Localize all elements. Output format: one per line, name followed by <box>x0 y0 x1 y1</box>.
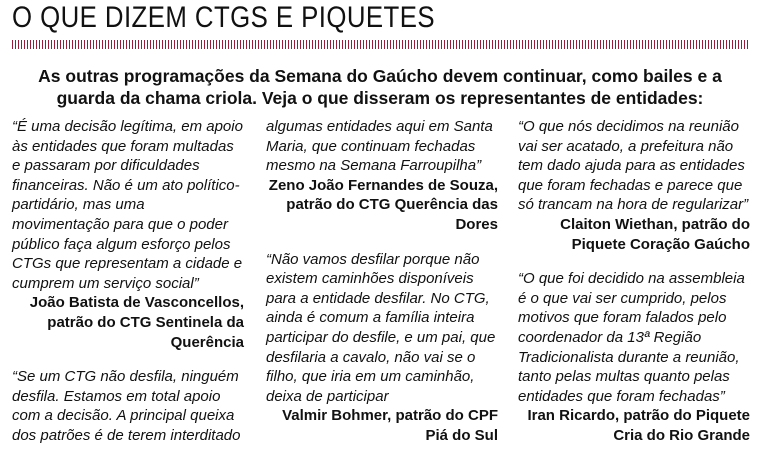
quote-attribution: Valmir Bohmer, patrão do CPF Piá do Sul <box>282 407 498 444</box>
quote-text: algumas entidades aqui em Santa Maria, que continuam fechadas mesmo na Semana Farroupilha” <box>266 118 493 175</box>
quote-entry <box>518 117 750 254</box>
quote-text: “O que foi decidido na assembleia é o que vai ser cumprido, pelos motivos que foram falados pelo coordenador da 13ª Região Tradicionalista durante a reunião, tanto pelas multas quanto pelas entidades que foram fechadas” <box>518 270 745 405</box>
quote-entry <box>518 269 750 445</box>
column-2 <box>266 117 498 461</box>
quote-entry <box>266 250 498 446</box>
quote-attribution: Iran Ricardo, patrão do Piquete Cria do Rio Grande <box>527 407 750 444</box>
quote-attribution: João Batista de Vasconcellos, patrão do CTG Sentinela da Querência <box>29 294 244 351</box>
quote-attribution: Zeno João Fernandes de Souza, patrão do CTG Querência das Dores <box>268 176 498 233</box>
headline: O QUE DIZEM CTGS E PIQUETES <box>12 1 436 34</box>
intro-text: As outras programações da Semana do Gaúcho devem continuar, como bailes e a guarda da chama criola. Veja o que disseram os representantes de entidades: <box>38 66 722 108</box>
quote-attribution: Claiton Wiethan, patrão do Piquete Coração Gaúcho <box>560 215 750 253</box>
quote-text: “É uma decisão legítima, em apoio às entidades que foram multadas e passaram por dificuldades financeiras. Não é um ato político-partidário, mas uma movimentação para que o poder público faça algum esforço pelos CTGs que representam a cidade e cumprem um serviço social” <box>12 118 243 292</box>
column-1 <box>12 117 244 461</box>
quote-entry <box>266 117 498 235</box>
quote-entry <box>12 367 244 445</box>
column-3 <box>518 117 750 461</box>
quote-text: “Não vamos desfilar porque não existem caminhões disponíveis para a entidade desfilar. No CTG, ainda é comum a família inteira participar do desfile, e um pai, que desfilaria a cavalo, não vai se o filho, que iria em um caminhão, deixa de participar <box>266 250 496 405</box>
quote-text: “Se um CTG não desfila, ninguém desfila. Estamos em total apoio com a decisão. A principal queixa dos patrões é de terem interditado <box>12 368 241 444</box>
quote-entry <box>12 117 244 352</box>
headline-rule <box>12 40 748 49</box>
quote-text: “O que nós decidimos na reunião vai ser acatado, a prefeitura não tem dado ajuda para as entidades que foram fechadas e parece que só trancam na hora de regularizar” <box>518 118 749 214</box>
